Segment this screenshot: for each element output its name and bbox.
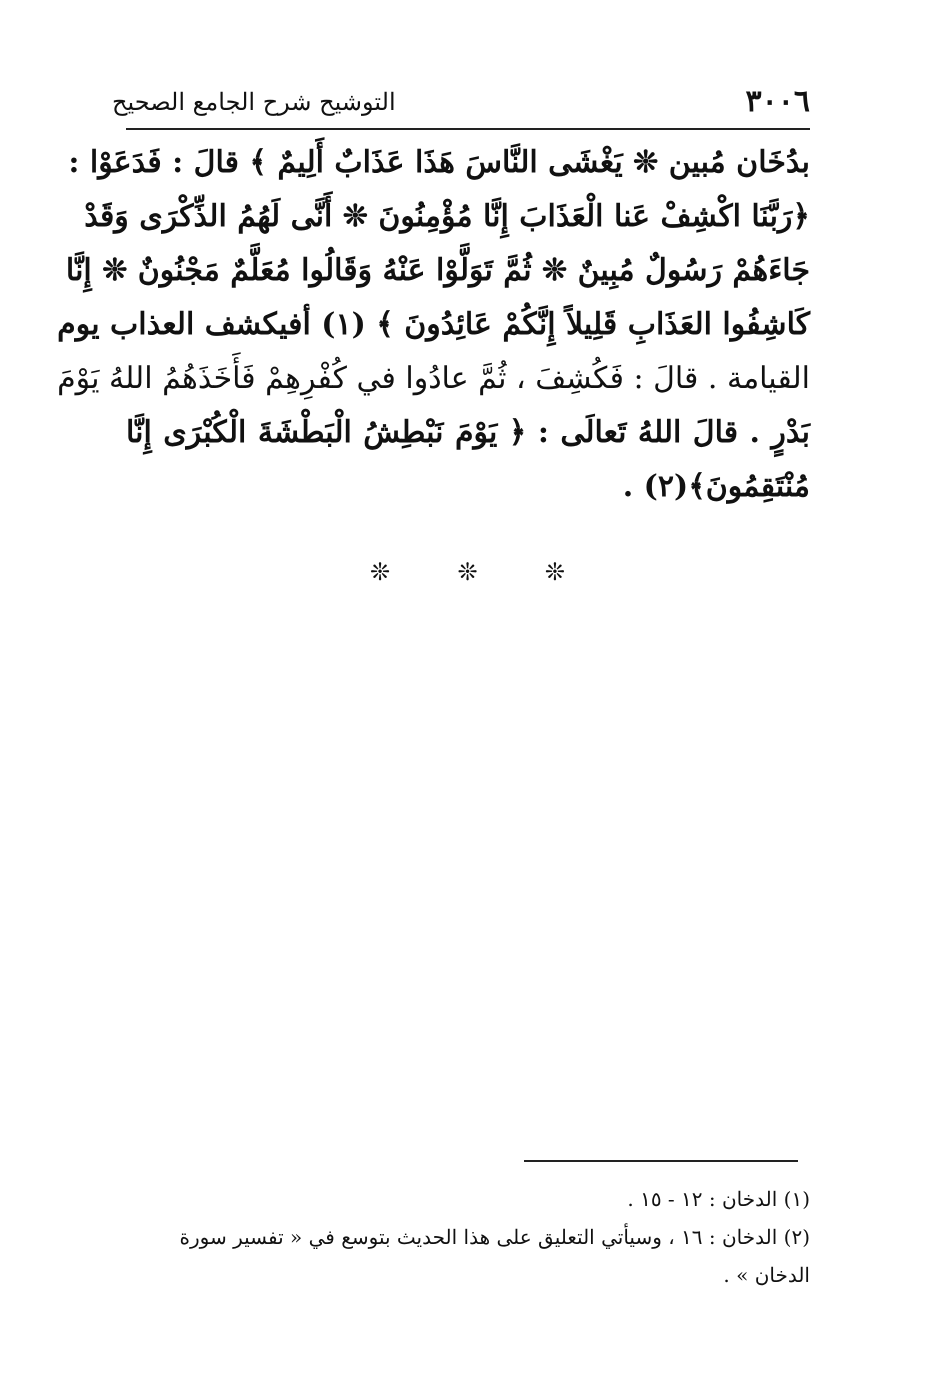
running-title: التوشيح شرح الجامع الصحيح (112, 88, 396, 116)
body-line: بَدْرٍ . قالَ اللهُ تَعالَى : ﴿ يَوْمَ نَبْطِشُ الْبَطْشَةَ الْكُبْرَى إِنَّا (126, 415, 810, 450)
page-number: ٣٠٠٦ (745, 84, 810, 119)
section-separator (370, 556, 565, 588)
header-rule (126, 128, 810, 130)
body-line: مُنْتَقِمُونَ﴾(٢) . (622, 469, 810, 504)
footnote: (١) الدخان : ١٢ - ١٥ . (627, 1187, 810, 1211)
footnote-rule (524, 1160, 798, 1162)
body-line: القيامة . قالَ : فَكُشِفَ ، ثُمَّ عادُوا في كُفْرِهِمْ فَأَخَذَهُمُ اللهُ يَوْمَ (57, 361, 810, 396)
star-ornament-icon: ❊ (370, 558, 391, 586)
body-line: ﴿رَبَّنَا اكْشِفْ عَنا الْعَذَابَ إِنَّا مُؤْمِنُونَ ❊ أَنَّى لَهُمُ الذِّكْرَى وَقَدْ (84, 199, 810, 234)
body-line: كَاشِفُوا العَذَابِ قَلِيلاً إِنَّكُمْ عَائِدُونَ ﴾ (١) أفيكشف العذاب يوم (57, 307, 810, 342)
body-text (57, 136, 810, 514)
footnotes (112, 1180, 810, 1294)
star-ornament-icon: ❊ (457, 558, 478, 586)
footnote: (٢) الدخان : ١٦ ، وسيأتي التعليق على هذا الحديث بتوسع في « تفسير سورة (179, 1225, 810, 1249)
body-line: بدُخَان مُبين ❊ يَغْشَى النَّاسَ هَذَا عَذَابٌ أَلِيمٌ ﴾ قالَ : فَدَعَوْا : (68, 145, 810, 180)
star-ornament-icon: ❊ (544, 558, 565, 586)
body-line: جَاءَهُمْ رَسُولٌ مُبِينٌ ❊ ثُمَّ تَوَلَّوْا عَنْهُ وَقَالُوا مُعَلَّمٌ مَجْنُونٌ ❊ إِنَّا (65, 253, 810, 288)
footnote: الدخان » . (723, 1263, 810, 1287)
